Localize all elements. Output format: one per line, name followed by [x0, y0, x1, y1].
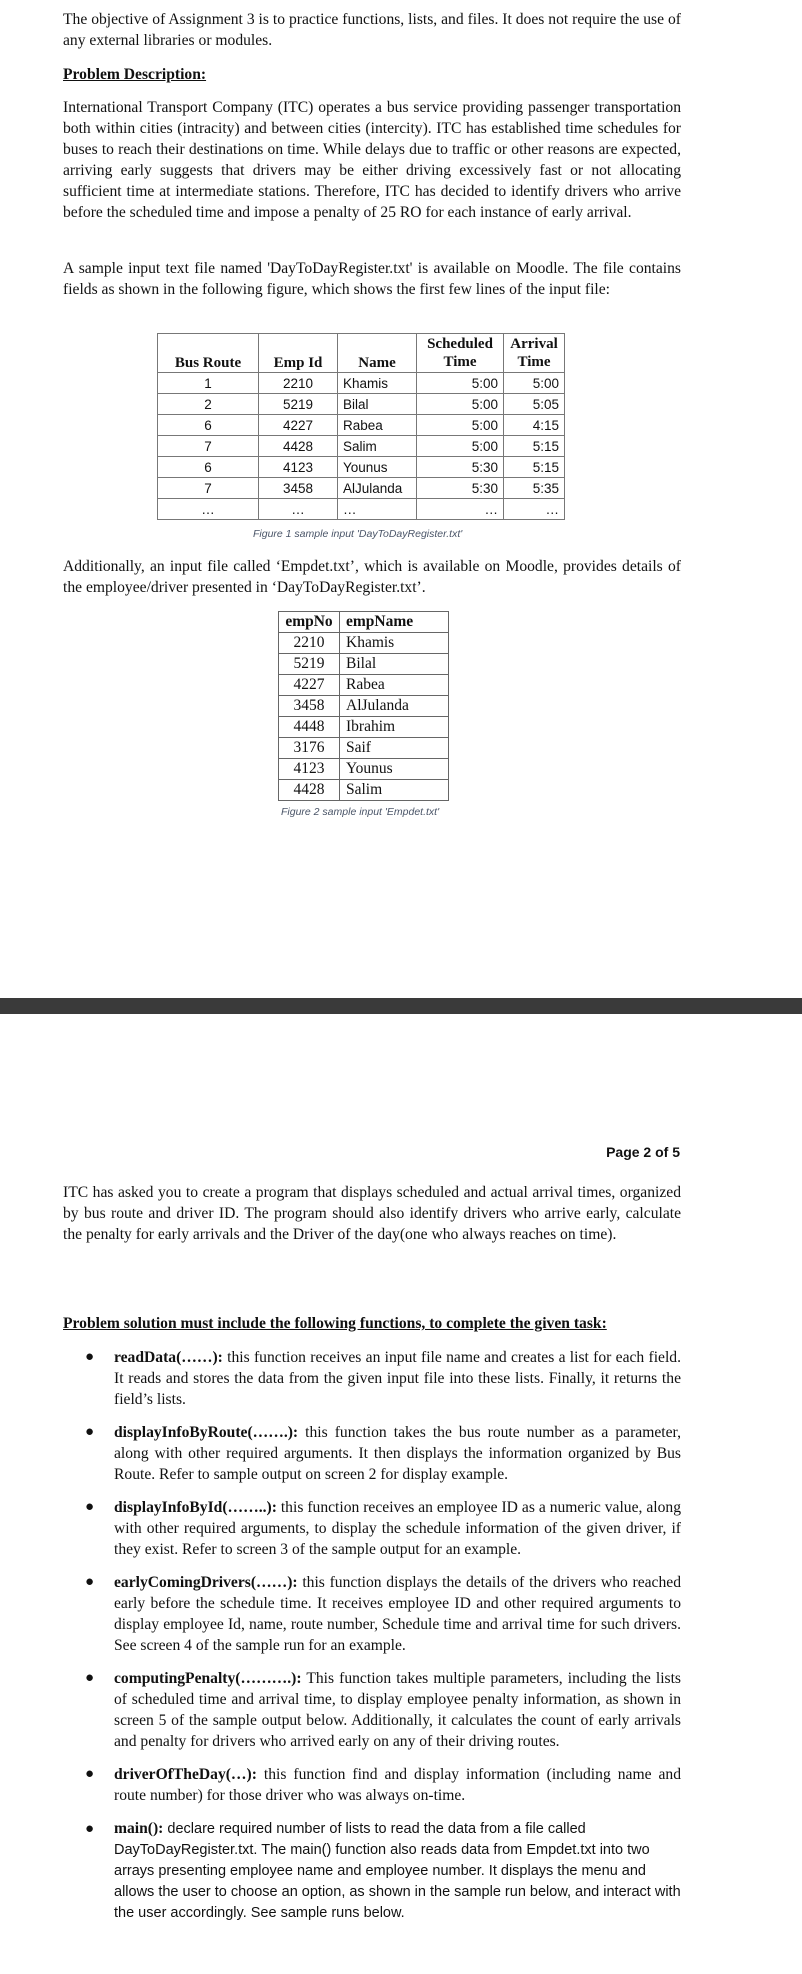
figure-2-caption: Figure 2 sample input 'Empdet.txt'	[281, 806, 440, 818]
table-row	[158, 478, 565, 499]
cell-emp-no: 4123	[279, 759, 340, 780]
header-bus-route: Bus Route	[158, 334, 259, 373]
cell-emp-no: 4428	[279, 780, 340, 801]
itc-block	[63, 1182, 681, 1245]
cell-emp-name: Salim	[340, 780, 449, 801]
table-row	[158, 436, 565, 457]
function-name: computingPenalty(……….):	[114, 1670, 302, 1687]
cell-scheduled: 5:00	[417, 415, 504, 436]
cell-emp-name: Khamis	[340, 633, 449, 654]
cell-emp-name: Younus	[340, 759, 449, 780]
bullet-icon: ●	[85, 1766, 95, 1782]
table-row	[279, 696, 449, 717]
function-name: main():	[114, 1820, 164, 1837]
problem-heading-block	[63, 64, 681, 85]
cell-name: Bilal	[338, 394, 417, 415]
cell-route: 7	[158, 436, 259, 457]
table-header-row	[158, 334, 565, 373]
cell-emp-no: 4227	[279, 675, 340, 696]
table-row	[279, 633, 449, 654]
function-desc: this function displays the details of the drivers who reached early before the schedule time. It receives employee ID and other required arguments to display employee Id, name, route number, Schedule time and arrival time for such drivers. See screen 4 of the sample run for an example.	[114, 1574, 681, 1654]
cell-scheduled: 5:00	[417, 436, 504, 457]
table-row	[158, 394, 565, 415]
list-item	[63, 1347, 681, 1410]
bullet-icon: ●	[85, 1574, 95, 1590]
cell-scheduled: 5:30	[417, 457, 504, 478]
figure-1-caption: Figure 1 sample input 'DayToDayRegister.txt'	[253, 528, 463, 540]
page-separator	[0, 998, 802, 1014]
function-desc: this function takes the bus route number as a parameter, along with other required arguments. It then displays the information organized by Bus Route. Refer to sample output on screen 2 for display example.	[114, 1424, 681, 1483]
list-item	[63, 1422, 681, 1485]
header-scheduled-time: Scheduled Time	[417, 334, 504, 373]
cell-route: 6	[158, 457, 259, 478]
header-emp-no: empNo	[279, 612, 340, 633]
cell-emp-id: 5219	[259, 394, 338, 415]
cell-route: 6	[158, 415, 259, 436]
cell-emp-id: 4123	[259, 457, 338, 478]
list-item	[63, 1668, 681, 1752]
header-emp-name: empName	[340, 612, 449, 633]
bullet-icon: ●	[85, 1670, 95, 1686]
function-name: displayInfoById(……..):	[114, 1499, 277, 1516]
cell-arrival: 5:00	[504, 373, 565, 394]
cell-emp-no: 4448	[279, 717, 340, 738]
cell-name: Khamis	[338, 373, 417, 394]
table-row	[279, 675, 449, 696]
table-row	[279, 780, 449, 801]
list-item	[63, 1497, 681, 1560]
bullet-icon: ●	[85, 1349, 95, 1365]
cell-scheduled: 5:30	[417, 478, 504, 499]
cell-scheduled: …	[417, 499, 504, 520]
sample-paragraph: A sample input text file named 'DayToDayRegister.txt' is available on Moodle. The file contains fields as shown in the following figure, which shows the first few lines of the input file:	[63, 260, 681, 298]
cell-arrival: 4:15	[504, 415, 565, 436]
cell-emp-name: Bilal	[340, 654, 449, 675]
solution-heading-block	[63, 1313, 681, 1334]
table-row	[279, 654, 449, 675]
cell-emp-id: …	[259, 499, 338, 520]
table-row	[279, 717, 449, 738]
cell-emp-no: 3176	[279, 738, 340, 759]
cell-arrival: 5:15	[504, 436, 565, 457]
table-row	[158, 415, 565, 436]
cell-scheduled: 5:00	[417, 373, 504, 394]
cell-route: 7	[158, 478, 259, 499]
function-desc: this function receives an employee ID as a numeric value, along with other required arguments, to display the schedule information of the given driver, if they exist. Refer to screen 3 of the sample output for an example.	[114, 1499, 681, 1558]
table-header-row	[279, 612, 449, 633]
problem-heading: Problem Description:	[63, 66, 207, 83]
cell-arrival: 5:35	[504, 478, 565, 499]
problem-paragraph: International Transport Company (ITC) operates a bus service providing passenger transportation both within cities (intracity) and between cities (intercity). ITC has established time schedules for buses to reach their destinations on time. While delays due to traffic or other reasons are expected, arriving early suggests that drivers may be either driving excessively fast or not allocating sufficient time at intermediate stations. Therefore, ITC has decided to identify drivers who arrive before the scheduled time and impose a penalty of 25 RO for each instance of early arrival.	[63, 99, 681, 221]
cell-arrival: 5:05	[504, 394, 565, 415]
intro-paragraph: The objective of Assignment 3 is to practice functions, lists, and files. It does not require the use of any external libraries or modules.	[63, 11, 681, 49]
cell-emp-id: 2210	[259, 373, 338, 394]
cell-route: 1	[158, 373, 259, 394]
cell-name: …	[338, 499, 417, 520]
sample-block	[63, 258, 681, 300]
page-number: Page 2 of 5	[606, 1144, 680, 1160]
list-item	[63, 1764, 681, 1806]
cell-name: AlJulanda	[338, 478, 417, 499]
table-row-ellipsis	[158, 499, 565, 520]
function-name: readData(……):	[114, 1349, 223, 1366]
cell-emp-id: 3458	[259, 478, 338, 499]
cell-name: Salim	[338, 436, 417, 457]
cell-arrival: …	[504, 499, 565, 520]
function-name: driverOfTheDay(…):	[114, 1766, 257, 1783]
cell-emp-id: 4428	[259, 436, 338, 457]
cell-emp-no: 5219	[279, 654, 340, 675]
additional-block	[63, 556, 681, 598]
header-name: Name	[338, 334, 417, 373]
header-arrival-time: Arrival Time	[504, 334, 565, 373]
cell-scheduled: 5:00	[417, 394, 504, 415]
cell-emp-id: 4227	[259, 415, 338, 436]
cell-name: Younus	[338, 457, 417, 478]
page-2	[0, 1014, 802, 1974]
list-item	[63, 1818, 681, 1924]
problem-block	[63, 97, 681, 223]
cell-emp-no: 2210	[279, 633, 340, 654]
function-desc: declare required number of lists to read the data from a file called DayToDayRegister.txt. The main() function also reads data from Empdet.txt into two arrays presenting employee name and employee number. It displays the menu and allows the user to choose an option, as shown in the sample run below, and interact with the user accordingly. See sample runs below.	[114, 1821, 681, 1921]
bullet-icon: ●	[85, 1499, 95, 1515]
additional-paragraph: Additionally, an input file called ‘Empdet.txt’, which is available on Moodle, provides details of the employee/driver presented in ‘DayToDayRegister.txt’.	[63, 558, 681, 596]
table-row	[279, 759, 449, 780]
cell-emp-name: Rabea	[340, 675, 449, 696]
function-list	[63, 1347, 681, 1924]
itc-paragraph: ITC has asked you to create a program that displays scheduled and actual arrival times, organized by bus route and driver ID. The program should also identify drivers who arrive early, calculate the penalty for early arrivals and the Driver of the day(one who always reaches on time).	[63, 1184, 681, 1243]
list-item	[63, 1572, 681, 1656]
header-emp-id: Emp Id	[259, 334, 338, 373]
bullet-icon: ●	[85, 1424, 95, 1440]
empdet-table	[278, 611, 449, 801]
cell-route: …	[158, 499, 259, 520]
cell-name: Rabea	[338, 415, 417, 436]
function-name: earlyComingDrivers(……):	[114, 1574, 298, 1591]
functions-block	[63, 1347, 681, 1924]
cell-emp-name: AlJulanda	[340, 696, 449, 717]
intro-block	[63, 9, 681, 51]
function-name: displayInfoByRoute(…….):	[114, 1424, 299, 1441]
table-row	[279, 738, 449, 759]
cell-arrival: 5:15	[504, 457, 565, 478]
function-desc: this function receives an input file name and creates a list for each field. It reads and stores the data from the given input file into these lists. Finally, it returns the field’s lists.	[114, 1349, 681, 1408]
function-desc: this function find and display information (including name and route number) for those driver who was always on-time.	[114, 1766, 681, 1804]
cell-emp-name: Saif	[340, 738, 449, 759]
function-desc: This function takes multiple parameters, including the lists of scheduled time and arrival time, to display employee penalty information, as shown in screen 5 of the sample output below. Additionally, it calculates the count of early arrivals and penalty for drivers who arrived early on any of their driving routes.	[114, 1670, 681, 1750]
cell-emp-name: Ibrahim	[340, 717, 449, 738]
day-register-table	[157, 333, 565, 520]
table-row	[158, 457, 565, 478]
table-row	[158, 373, 565, 394]
solution-heading: Problem solution must include the following functions, to complete the given task:	[63, 1315, 607, 1332]
cell-route: 2	[158, 394, 259, 415]
bullet-icon: ●	[85, 1820, 95, 1837]
cell-emp-no: 3458	[279, 696, 340, 717]
